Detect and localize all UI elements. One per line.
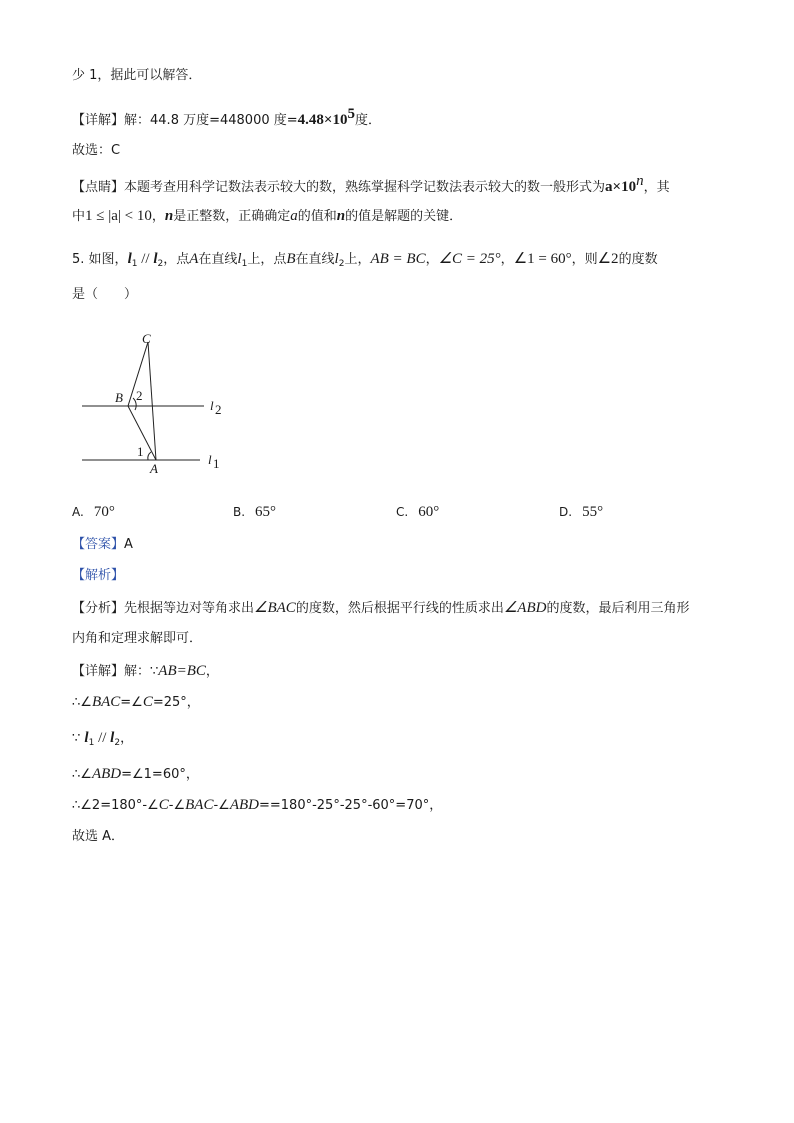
detail2-line-2: ∴∠BAC=∠C=25°， bbox=[72, 694, 200, 710]
detail2-final: 故选 A． bbox=[72, 829, 125, 844]
answer-value: A bbox=[124, 537, 133, 552]
answer-tag: 【答案】 bbox=[72, 537, 125, 552]
detail2-line-3: ∵ $l_1 // l_2$， bbox=[72, 730, 134, 748]
analysis-line-2: 内角和定理求解即可． bbox=[72, 631, 203, 646]
analysis-line-1: 【分析】先根据等边对等角求出∠BAC的度数，然后根据平行线的性质求出∠ABD的度数，最后利用三角形 bbox=[72, 600, 690, 616]
option-b: B. 65° bbox=[233, 504, 277, 520]
detail-1: 【详解】解：44.8 万度=448000 度$=4.48\times 10^5$度． bbox=[72, 106, 381, 128]
detail2-tag: 【详解】 bbox=[72, 664, 125, 679]
angle-1-arc bbox=[148, 452, 151, 460]
label-l2-sub: 2 bbox=[215, 402, 222, 417]
label-l1-sub: 1 bbox=[213, 456, 220, 471]
detail2-line-5: ∴∠2=180°-∠C-∠BAC-∠ABD==180°-25°-25°-60°=70°， bbox=[72, 797, 443, 813]
option-a: A. 70° bbox=[72, 504, 115, 520]
label-2: 2 bbox=[136, 388, 143, 403]
label-l1: l bbox=[208, 452, 212, 467]
question-number: 5. bbox=[72, 252, 85, 267]
analysis-tag: 【分析】 bbox=[72, 601, 125, 616]
continued-text: 少 1，据此可以解答． bbox=[72, 68, 202, 83]
comment-line-1: 【点睛】本题考查用科学记数法表示较大的数，熟练掌握科学记数法表示较大的数一般形式为$a\times 10^n$，其 bbox=[72, 173, 670, 195]
label-B: B bbox=[115, 390, 123, 405]
question-line-2: 是（ ） bbox=[72, 287, 138, 302]
geometry-figure bbox=[78, 330, 228, 480]
segment-CA bbox=[148, 342, 156, 460]
choice-1: 故选：C bbox=[72, 143, 121, 158]
question-line-1: 5. 如图，$l_1 // l_2$，点A在直线$l_1$上，点B在直线$l_2$上，AB = BC，∠C = 25°，∠1 = 60°，则∠2的度数 bbox=[72, 251, 658, 269]
comment-line-2: 中1 ≤ |a| < 10，n是正整数，正确确定a的值和n的值是解题的关键． bbox=[72, 208, 463, 224]
answer-line bbox=[72, 535, 133, 555]
option-d: D. 55° bbox=[559, 504, 604, 520]
label-A: A bbox=[150, 461, 158, 476]
label-1: 1 bbox=[137, 444, 144, 459]
label-C: C bbox=[142, 331, 151, 346]
detail2-line-4: ∴∠ABD=∠1=60°， bbox=[72, 766, 199, 782]
analysis-heading: 【解析】 bbox=[72, 568, 125, 583]
option-c: C. 60° bbox=[396, 504, 440, 520]
label-l2: l bbox=[210, 398, 214, 413]
sci-notation: 4.48×10 bbox=[297, 112, 348, 128]
detail-tag: 【详解】 bbox=[72, 113, 125, 128]
comment-tag: 【点睛】 bbox=[72, 180, 125, 195]
detail2-line-1: 【详解】解：∵AB=BC， bbox=[72, 663, 219, 679]
